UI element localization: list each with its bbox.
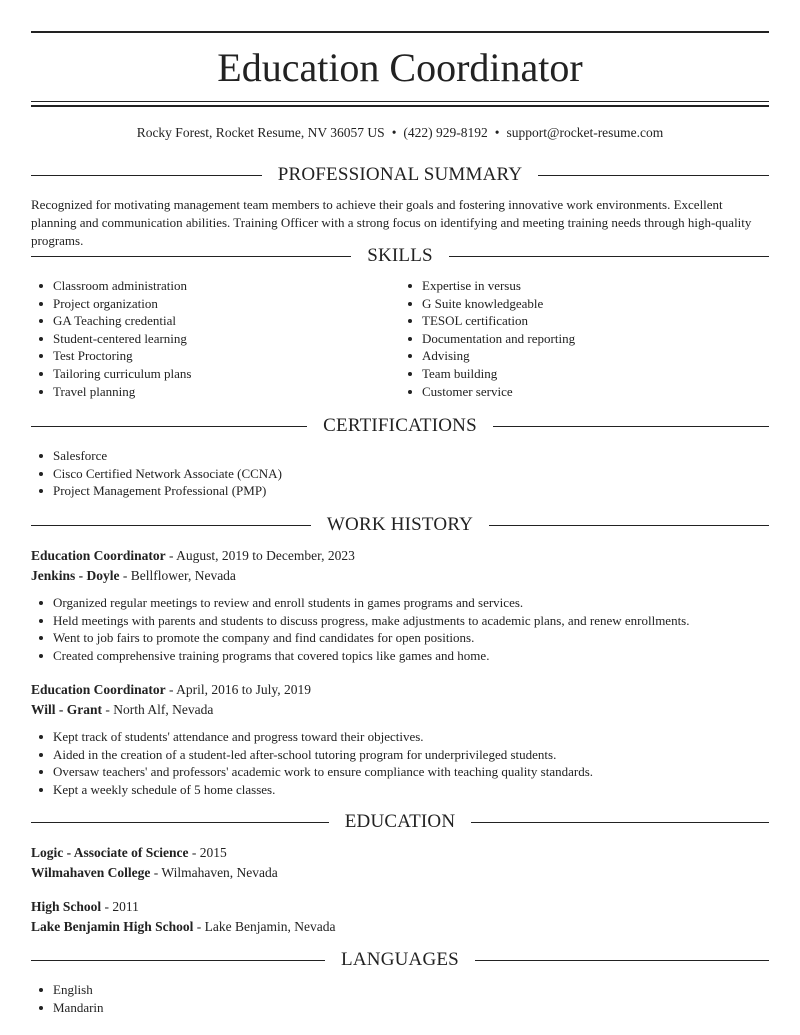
language-item: English — [53, 981, 769, 999]
education-school-line — [31, 917, 769, 937]
skill-item: G Suite knowledgeable — [422, 295, 769, 313]
job-bullets — [31, 728, 769, 798]
skill-item: Customer service — [422, 383, 769, 401]
job-company: Will - Grant — [31, 702, 103, 717]
contact-email[interactable]: support@rocket-resume.com — [506, 125, 664, 140]
header-double-rule — [31, 101, 769, 107]
education-entry — [31, 843, 769, 883]
candidate-name: Education Coordinator — [217, 45, 583, 90]
section-header-work — [31, 513, 769, 537]
skill-item: Expertise in versus — [422, 277, 769, 295]
section-title: EDUCATION — [344, 811, 456, 832]
section-header-summary — [31, 163, 769, 187]
job-dates: - April, 2016 to July, 2019 — [165, 682, 312, 697]
skill-item: Tailoring curriculum plans — [53, 365, 400, 383]
section-title: LANGUAGES — [341, 949, 459, 970]
job-location: - North Alf, Nevada — [102, 702, 214, 717]
job-title-line — [31, 546, 769, 566]
certification-item: Cisco Certified Network Associate (CCNA) — [53, 465, 769, 483]
job-bullet: Oversaw teachers' and professors' academic work to ensure compliance with teaching quality standards. — [53, 763, 769, 781]
contact-line — [31, 124, 769, 142]
section-title: PROFESSIONAL SUMMARY — [277, 164, 523, 185]
education-degree: Logic - Associate of Science — [31, 845, 189, 860]
education-location: - Lake Benjamin, Nevada — [193, 919, 336, 934]
job-title-line — [31, 680, 769, 700]
divider-line — [31, 960, 325, 961]
education-location: - Wilmahaven, Nevada — [150, 865, 278, 880]
skills-list — [31, 277, 769, 400]
languages-list — [31, 981, 769, 1016]
divider-line — [31, 256, 351, 257]
certifications-list — [31, 447, 769, 500]
skill-item: GA Teaching credential — [53, 312, 400, 330]
divider-line — [475, 960, 769, 961]
job-dates: - August, 2019 to December, 2023 — [165, 548, 355, 563]
certification-item: Salesforce — [53, 447, 769, 465]
job-company-line — [31, 566, 769, 586]
section-header-skills — [31, 244, 769, 268]
job-bullet: Created comprehensive training programs that covered topics like games and home. — [53, 647, 769, 665]
skill-item: Classroom administration — [53, 277, 400, 295]
skill-item: Advising — [422, 347, 769, 365]
contact-phone: (422) 929-8192 — [403, 125, 488, 140]
job-bullet: Aided in the creation of a student-led after-school tutoring program for underprivileged students. — [53, 746, 769, 764]
skill-item: TESOL certification — [422, 312, 769, 330]
job-entry — [31, 546, 769, 664]
certification-item: Project Management Professional (PMP) — [53, 482, 769, 500]
section-title: CERTIFICATIONS — [323, 415, 477, 436]
divider-line — [538, 175, 769, 176]
skill-item: Documentation and reporting — [422, 330, 769, 348]
divider-line — [31, 175, 262, 176]
job-bullet: Went to job fairs to promote the company and find candidates for open positions. — [53, 629, 769, 647]
job-company-line — [31, 700, 769, 720]
education-school: Wilmahaven College — [31, 865, 151, 880]
skill-item: Team building — [422, 365, 769, 383]
separator-dot: • — [494, 125, 500, 140]
job-entry — [31, 680, 769, 798]
education-school-line — [31, 863, 769, 883]
skills-column-left — [31, 277, 400, 400]
divider-line — [471, 822, 769, 823]
education-year: - 2011 — [101, 899, 139, 914]
divider-line — [31, 822, 329, 823]
education-school: Lake Benjamin High School — [31, 919, 194, 934]
job-role: Education Coordinator — [31, 548, 166, 563]
divider-line — [31, 525, 311, 526]
job-bullets — [31, 594, 769, 664]
education-entry — [31, 897, 769, 937]
section-header-education — [31, 810, 769, 834]
education-degree: High School — [31, 899, 102, 914]
divider-line — [489, 525, 769, 526]
skill-item: Student-centered learning — [53, 330, 400, 348]
job-location: - Bellflower, Nevada — [119, 568, 236, 583]
section-title: WORK HISTORY — [326, 514, 474, 535]
top-rule — [31, 31, 769, 33]
skills-column-right — [400, 277, 769, 400]
education-year: - 2015 — [188, 845, 227, 860]
separator-dot: • — [391, 125, 397, 140]
divider-line — [493, 426, 769, 427]
education-degree-line — [31, 843, 769, 863]
section-header-languages — [31, 948, 769, 972]
language-item: Mandarin — [53, 999, 769, 1017]
skill-item: Test Proctoring — [53, 347, 400, 365]
section-header-certifications — [31, 414, 769, 438]
job-bullet: Kept a weekly schedule of 5 home classes. — [53, 781, 769, 799]
skill-item: Project organization — [53, 295, 400, 313]
divider-line — [449, 256, 769, 257]
summary-text: Recognized for motivating management team members to achieve their goals and fostering innovative work environments. Excellent planning and communication abilities. Training Officer with a strong focus on identifying and meeting training needs through high-quality programs. — [31, 197, 752, 248]
job-bullet: Organized regular meetings to review and enroll students in games programs and services. — [53, 594, 769, 612]
job-role: Education Coordinator — [31, 682, 166, 697]
contact-address: Rocky Forest, Rocket Resume, NV 36057 US — [136, 125, 385, 140]
education-degree-line — [31, 897, 769, 917]
job-bullet: Held meetings with parents and students to discuss progress, make adjustments to academic plans, and renew enrollments. — [53, 612, 769, 630]
job-company: Jenkins - Doyle — [31, 568, 120, 583]
divider-line — [31, 426, 307, 427]
skill-item: Travel planning — [53, 383, 400, 401]
section-title: SKILLS — [367, 245, 433, 266]
job-bullet: Kept track of students' attendance and progress toward their objectives. — [53, 728, 769, 746]
